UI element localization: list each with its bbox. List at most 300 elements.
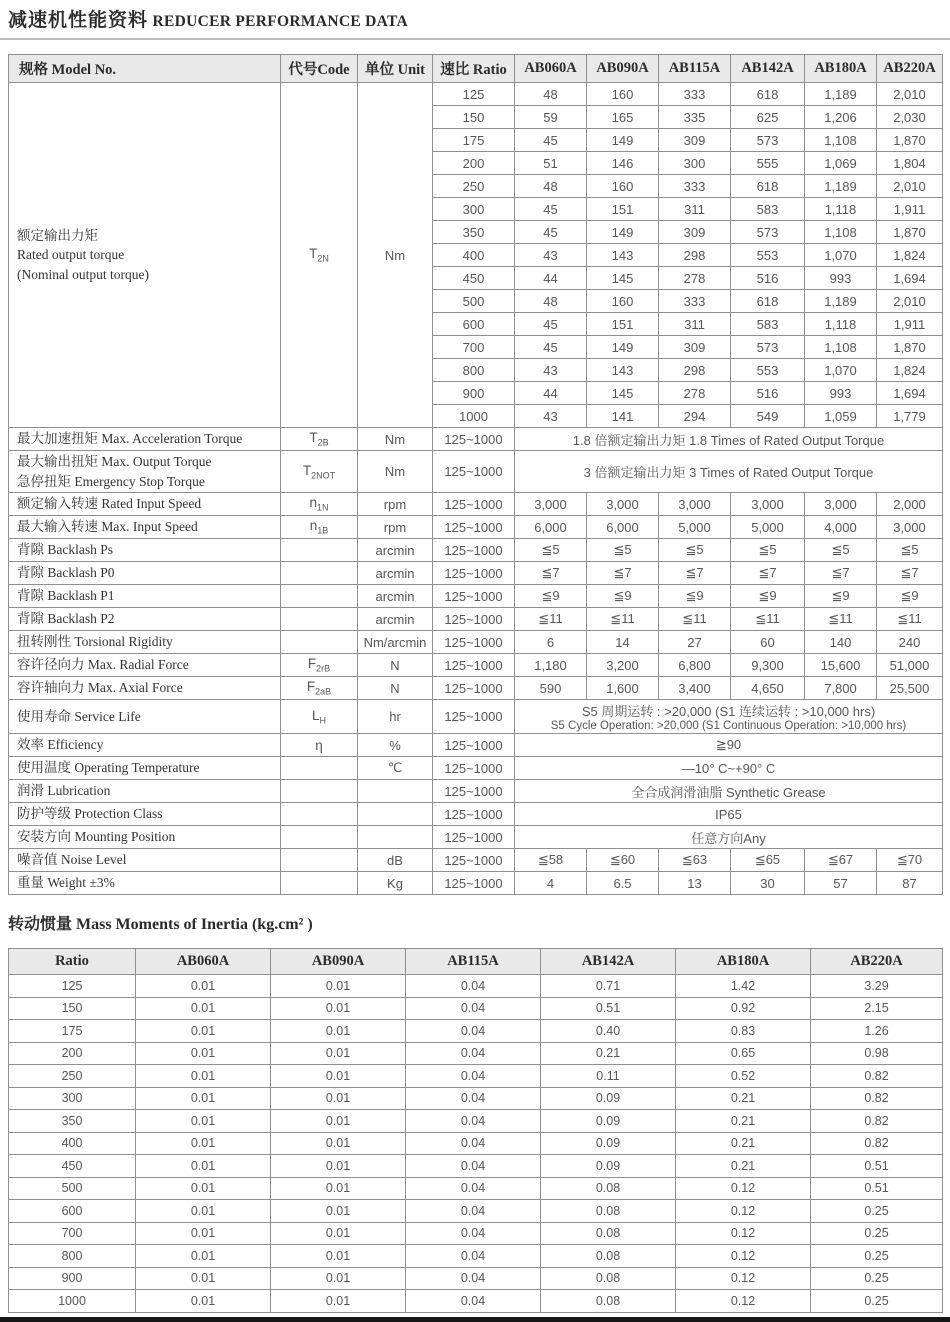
value-cell: 160: [587, 175, 659, 198]
column-header: AB142A: [731, 55, 805, 83]
value-cell: 6.5: [587, 872, 659, 895]
value-cell: 45: [515, 313, 587, 336]
inertia-value-cell: 0.01: [136, 1177, 271, 1200]
column-header: AB115A: [659, 55, 731, 83]
ratio-cell: 125~1000: [433, 493, 515, 516]
inertia-value-cell: 0.01: [271, 997, 406, 1020]
row-label-line: 背隙 Backlash P1: [17, 588, 115, 604]
value-cell: 1,824: [877, 359, 943, 382]
inertia-value-cell: 0.09: [541, 1110, 676, 1133]
inertia-value-cell: 0.01: [136, 1132, 271, 1155]
inertia-ratio-cell: 150: [9, 997, 136, 1020]
performance-table-header-row: [9, 55, 943, 83]
value-cell: 151: [587, 198, 659, 221]
value-cell: ≦5: [587, 539, 659, 562]
value-cell: 1,189: [805, 175, 877, 198]
unit-cell: [358, 780, 433, 803]
value-cell: 5,000: [731, 516, 805, 539]
inertia-value-cell: 0.25: [811, 1200, 943, 1223]
row-label-line: (Nominal output torque): [17, 266, 149, 282]
value-cell: 618: [731, 83, 805, 106]
spec-row: [9, 631, 943, 654]
value-cell: 1,870: [877, 221, 943, 244]
value-cell: 4: [515, 872, 587, 895]
value-cell: 1,118: [805, 198, 877, 221]
row-label-cell: [9, 562, 281, 585]
spec-row: [9, 428, 943, 451]
inertia-ratio-cell: 450: [9, 1155, 136, 1178]
value-cell: 30: [731, 872, 805, 895]
merged-value-cell: [515, 700, 943, 734]
code-main: F: [306, 679, 316, 695]
code-subscript: 1B: [317, 525, 329, 536]
page-title-zh: 减速机性能资料: [8, 10, 149, 31]
inertia-value-cell: 0.01: [136, 1200, 271, 1223]
value-cell: 151: [587, 313, 659, 336]
unit-cell: %: [358, 734, 433, 757]
unit-cell: hr: [358, 700, 433, 734]
value-cell: ≦5: [731, 539, 805, 562]
inertia-value-cell: 0.51: [811, 1155, 943, 1178]
row-label-cell: [9, 585, 281, 608]
inertia-value-cell: 0.04: [406, 1020, 541, 1043]
inertia-column-header: AB180A: [676, 949, 811, 975]
merged-value-text: 1.8 倍额定输出力矩 1.8 Times of Rated Output Torque: [572, 432, 885, 448]
inertia-ratio-cell: 500: [9, 1177, 136, 1200]
code-subscript: 2aB: [315, 686, 332, 697]
merged-value-cell: [515, 780, 943, 803]
inertia-value-cell: 0.04: [406, 1290, 541, 1313]
row-label-line: 噪音值 Noise Level: [17, 852, 127, 868]
code-cell: [281, 734, 358, 757]
value-cell: ≦9: [587, 585, 659, 608]
value-cell: 9,300: [731, 654, 805, 677]
inertia-value-cell: 0.04: [406, 1155, 541, 1178]
value-cell: 165: [587, 106, 659, 129]
row-label-line: 防护等级 Protection Class: [17, 806, 163, 822]
ratio-cell: 300: [433, 198, 515, 221]
value-cell: ≦70: [877, 849, 943, 872]
inertia-value-cell: 0.08: [541, 1200, 676, 1223]
inertia-value-cell: 0.04: [406, 1110, 541, 1133]
inertia-value-cell: 0.82: [811, 1087, 943, 1110]
code-cell: [281, 872, 358, 895]
inertia-value-cell: 1.42: [676, 975, 811, 998]
inertia-column-header: AB115A: [406, 949, 541, 975]
code-subscript: H: [319, 715, 326, 726]
inertia-row: [9, 1020, 943, 1043]
inertia-value-cell: 0.01: [271, 1132, 406, 1155]
row-label-cell: [9, 654, 281, 677]
inertia-value-cell: 0.21: [676, 1087, 811, 1110]
value-cell: ≦5: [515, 539, 587, 562]
value-cell: 43: [515, 244, 587, 267]
row-label-line: 额定输入转速 Rated Input Speed: [17, 496, 202, 512]
code-main: T: [302, 462, 312, 478]
value-cell: 2,010: [877, 83, 943, 106]
value-cell: 6,800: [659, 654, 731, 677]
inertia-ratio-cell: 800: [9, 1245, 136, 1268]
value-cell: ≦11: [659, 608, 731, 631]
inertia-row: [9, 1267, 943, 1290]
ratio-cell: 200: [433, 152, 515, 175]
row-label-cell: [9, 780, 281, 803]
value-cell: ≦63: [659, 849, 731, 872]
value-cell: 583: [731, 313, 805, 336]
value-cell: 573: [731, 221, 805, 244]
inertia-value-cell: 0.01: [136, 975, 271, 998]
title-divider: [0, 38, 950, 40]
code-cell: [281, 516, 358, 539]
inertia-column-header: AB090A: [271, 949, 406, 975]
ratio-cell: 125~1000: [433, 757, 515, 780]
inertia-value-cell: 0.04: [406, 1245, 541, 1268]
inertia-value-cell: 0.01: [271, 975, 406, 998]
inertia-value-cell: 0.04: [406, 997, 541, 1020]
unit-cell: Nm/arcmin: [358, 631, 433, 654]
unit-cell: rpm: [358, 493, 433, 516]
inertia-value-cell: 0.25: [811, 1222, 943, 1245]
row-label-line: 使用温度 Operating Temperature: [17, 760, 200, 776]
ratio-cell: 125~1000: [433, 654, 515, 677]
value-cell: ≦5: [659, 539, 731, 562]
inertia-value-cell: 0.01: [271, 1087, 406, 1110]
code-cell: [281, 677, 358, 700]
inertia-ratio-cell: 600: [9, 1200, 136, 1223]
inertia-row: [9, 997, 943, 1020]
value-cell: 48: [515, 83, 587, 106]
inertia-row: [9, 1042, 943, 1065]
ratio-cell: 125~1000: [433, 516, 515, 539]
value-cell: 48: [515, 175, 587, 198]
inertia-value-cell: 0.08: [541, 1267, 676, 1290]
value-cell: 1,911: [877, 313, 943, 336]
inertia-value-cell: 0.12: [676, 1245, 811, 1268]
value-cell: 553: [731, 244, 805, 267]
value-cell: 1,108: [805, 336, 877, 359]
inertia-row: [9, 1132, 943, 1155]
row-label-line: 急停扭矩 Emergency Stop Torque: [17, 473, 205, 489]
ratio-cell: 125~1000: [433, 849, 515, 872]
inertia-value-cell: 0.09: [541, 1087, 676, 1110]
value-cell: 160: [587, 290, 659, 313]
value-cell: 43: [515, 405, 587, 428]
inertia-value-cell: 3.29: [811, 975, 943, 998]
ratio-cell: 1000: [433, 405, 515, 428]
value-cell: 160: [587, 83, 659, 106]
ratio-cell: 125~1000: [433, 451, 515, 493]
ratio-cell: 125~1000: [433, 700, 515, 734]
code-main: L: [311, 707, 320, 723]
page-title: [0, 0, 950, 35]
value-cell: 2,000: [877, 493, 943, 516]
value-cell: 3,000: [515, 493, 587, 516]
row-label-cell: [9, 493, 281, 516]
value-cell: ≦9: [805, 585, 877, 608]
value-cell: 13: [659, 872, 731, 895]
code-cell: [281, 451, 358, 493]
inertia-ratio-cell: 700: [9, 1222, 136, 1245]
value-cell: ≦7: [805, 562, 877, 585]
ratio-cell: 125~1000: [433, 872, 515, 895]
spec-row: [9, 803, 943, 826]
spec-row: [9, 849, 943, 872]
value-cell: 298: [659, 244, 731, 267]
value-cell: 333: [659, 83, 731, 106]
inertia-value-cell: 0.04: [406, 1177, 541, 1200]
value-cell: 618: [731, 290, 805, 313]
row-label-cell: [9, 608, 281, 631]
value-cell: 625: [731, 106, 805, 129]
value-cell: 1,206: [805, 106, 877, 129]
performance-table: [8, 54, 943, 895]
value-cell: 45: [515, 198, 587, 221]
merged-value-cell: [515, 734, 943, 757]
value-cell: ≦7: [587, 562, 659, 585]
inertia-value-cell: 0.04: [406, 1087, 541, 1110]
ratio-cell: 350: [433, 221, 515, 244]
value-cell: 6,000: [515, 516, 587, 539]
spec-row: [9, 562, 943, 585]
inertia-value-cell: 0.12: [676, 1177, 811, 1200]
value-cell: 3,000: [805, 493, 877, 516]
value-cell: 309: [659, 129, 731, 152]
value-cell: 59: [515, 106, 587, 129]
code-subscript: 1N: [317, 502, 329, 513]
value-cell: 7,800: [805, 677, 877, 700]
value-cell: 993: [805, 382, 877, 405]
inertia-value-cell: 0.04: [406, 1200, 541, 1223]
ratio-cell: 175: [433, 129, 515, 152]
inertia-ratio-cell: 900: [9, 1267, 136, 1290]
inertia-value-cell: 0.01: [136, 997, 271, 1020]
row-label-line: 最大加速扭矩 Max. Acceleration Torque: [17, 431, 243, 447]
row-label-cell: [9, 516, 281, 539]
ratio-cell: 125~1000: [433, 780, 515, 803]
spec-row: [9, 734, 943, 757]
inertia-value-cell: 0.21: [676, 1110, 811, 1133]
value-cell: 25,500: [877, 677, 943, 700]
value-cell: 143: [587, 359, 659, 382]
inertia-column-header: AB142A: [541, 949, 676, 975]
unit-cell: Kg: [358, 872, 433, 895]
ratio-cell: 450: [433, 267, 515, 290]
code-cell: [281, 83, 358, 428]
row-label-line: 扭转刚性 Torsional Rigidity: [17, 634, 173, 650]
value-cell: 14: [587, 631, 659, 654]
code-cell: [281, 562, 358, 585]
inertia-ratio-cell: 350: [9, 1110, 136, 1133]
value-cell: ≦9: [731, 585, 805, 608]
inertia-value-cell: 0.12: [676, 1222, 811, 1245]
value-cell: 45: [515, 129, 587, 152]
row-label-line: 额定输出力矩: [17, 227, 98, 243]
inertia-value-cell: 2.15: [811, 997, 943, 1020]
value-cell: 5,000: [659, 516, 731, 539]
value-cell: ≦7: [877, 562, 943, 585]
value-cell: 45: [515, 221, 587, 244]
ratio-cell: 125~1000: [433, 428, 515, 451]
inertia-value-cell: 0.01: [271, 1177, 406, 1200]
ratio-cell: 125~1000: [433, 562, 515, 585]
ratio-cell: 400: [433, 244, 515, 267]
value-cell: 1,870: [877, 129, 943, 152]
value-cell: 27: [659, 631, 731, 654]
code-cell: [281, 428, 358, 451]
inertia-value-cell: 0.01: [136, 1290, 271, 1313]
inertia-table: [8, 948, 943, 1313]
column-header: AB090A: [587, 55, 659, 83]
value-cell: 1,118: [805, 313, 877, 336]
value-cell: 1,108: [805, 129, 877, 152]
value-cell: 1,070: [805, 359, 877, 382]
merged-value-text: 3 倍额定输出力矩 3 Times of Rated Output Torque: [583, 465, 874, 481]
value-cell: 278: [659, 267, 731, 290]
inertia-value-cell: 0.08: [541, 1290, 676, 1313]
torque-row: [9, 83, 943, 106]
row-label-cell: [9, 428, 281, 451]
inertia-value-cell: 0.01: [136, 1087, 271, 1110]
merged-value-text: 任意方向Any: [691, 830, 766, 846]
value-cell: ≦11: [515, 608, 587, 631]
inertia-value-cell: 0.01: [136, 1245, 271, 1268]
row-label-cell: [9, 849, 281, 872]
value-cell: 1,189: [805, 290, 877, 313]
value-cell: 1,694: [877, 382, 943, 405]
row-label-cell: [9, 631, 281, 654]
unit-cell: [358, 826, 433, 849]
value-cell: 6: [515, 631, 587, 654]
inertia-value-cell: 0.01: [271, 1042, 406, 1065]
merged-value-text: IP65: [715, 806, 742, 822]
inertia-value-cell: 0.09: [541, 1155, 676, 1178]
ratio-cell: 250: [433, 175, 515, 198]
code-subscript: 2N: [317, 253, 329, 264]
value-cell: ≦7: [731, 562, 805, 585]
value-cell: 294: [659, 405, 731, 428]
value-cell: 555: [731, 152, 805, 175]
inertia-value-cell: 0.08: [541, 1222, 676, 1245]
inertia-value-cell: 0.21: [676, 1155, 811, 1178]
inertia-table-header-row: [9, 949, 943, 975]
spec-row: [9, 516, 943, 539]
spec-row: [9, 757, 943, 780]
merged-value-cell: [515, 826, 943, 849]
inertia-value-cell: 0.01: [271, 1110, 406, 1133]
value-cell: 1,870: [877, 336, 943, 359]
inertia-row: [9, 1065, 943, 1088]
column-header: 速比 Ratio: [433, 55, 515, 83]
spec-row: [9, 608, 943, 631]
merged-value-text: 全合成润滑油脂 Synthetic Grease: [631, 784, 826, 800]
value-cell: 3,200: [587, 654, 659, 677]
value-cell: 48: [515, 290, 587, 313]
inertia-value-cell: 0.08: [541, 1245, 676, 1268]
spec-row: [9, 826, 943, 849]
value-cell: 1,600: [587, 677, 659, 700]
value-cell: 6,000: [587, 516, 659, 539]
code-cell: [281, 757, 358, 780]
code-cell: [281, 700, 358, 734]
ratio-cell: 125: [433, 83, 515, 106]
value-cell: 1,059: [805, 405, 877, 428]
inertia-value-cell: 0.01: [136, 1042, 271, 1065]
code-cell: [281, 780, 358, 803]
value-cell: 51,000: [877, 654, 943, 677]
inertia-value-cell: 0.04: [406, 1065, 541, 1088]
value-cell: 549: [731, 405, 805, 428]
merged-value-cell: [515, 451, 943, 493]
code-subscript: 2B: [317, 437, 329, 448]
page-bottom-rule: [0, 1317, 950, 1322]
value-cell: 45: [515, 336, 587, 359]
inertia-value-cell: 0.52: [676, 1065, 811, 1088]
inertia-row: [9, 1245, 943, 1268]
value-cell: ≦9: [515, 585, 587, 608]
row-label-cell: [9, 826, 281, 849]
ratio-cell: 700: [433, 336, 515, 359]
code-subscript: 2NOT: [311, 470, 336, 481]
ratio-cell: 125~1000: [433, 677, 515, 700]
inertia-row: [9, 1087, 943, 1110]
inertia-ratio-cell: 175: [9, 1020, 136, 1043]
inertia-value-cell: 0.12: [676, 1290, 811, 1313]
unit-cell: arcmin: [358, 608, 433, 631]
value-cell: 141: [587, 405, 659, 428]
code-cell: [281, 654, 358, 677]
value-cell: 140: [805, 631, 877, 654]
row-label-line: 容许轴向力 Max. Axial Force: [17, 680, 183, 696]
unit-cell: Nm: [358, 428, 433, 451]
row-label-cell: [9, 83, 281, 428]
code-cell: [281, 539, 358, 562]
inertia-row: [9, 1177, 943, 1200]
inertia-value-cell: 0.21: [541, 1042, 676, 1065]
inertia-value-cell: 0.01: [271, 1020, 406, 1043]
merged-value-cell: [515, 428, 943, 451]
ratio-cell: 125~1000: [433, 608, 515, 631]
merged-value-cell: [515, 803, 943, 826]
inertia-ratio-cell: 400: [9, 1132, 136, 1155]
code-main: n: [309, 495, 317, 511]
value-cell: 60: [731, 631, 805, 654]
value-cell: ≦11: [587, 608, 659, 631]
value-cell: 333: [659, 175, 731, 198]
row-label-line: Rated output torque: [17, 247, 125, 263]
ratio-cell: 125~1000: [433, 826, 515, 849]
column-header: 代号Code: [281, 55, 358, 83]
value-cell: 1,694: [877, 267, 943, 290]
row-label-cell: [9, 700, 281, 734]
row-label-line: 背隙 Backlash Ps: [17, 542, 113, 558]
inertia-value-cell: 0.01: [136, 1020, 271, 1043]
value-cell: 87: [877, 872, 943, 895]
value-cell: 298: [659, 359, 731, 382]
column-header: AB220A: [877, 55, 943, 83]
code-cell: [281, 849, 358, 872]
code-cell: [281, 608, 358, 631]
inertia-ratio-cell: 200: [9, 1042, 136, 1065]
value-cell: ≦60: [587, 849, 659, 872]
value-cell: 1,824: [877, 244, 943, 267]
unit-cell: [358, 803, 433, 826]
inertia-column-header: AB220A: [811, 949, 943, 975]
value-cell: 15,600: [805, 654, 877, 677]
inertia-value-cell: 0.82: [811, 1065, 943, 1088]
inertia-value-cell: 0.25: [811, 1290, 943, 1313]
merged-value-text: ≧90: [715, 737, 742, 753]
value-cell: 1,070: [805, 244, 877, 267]
